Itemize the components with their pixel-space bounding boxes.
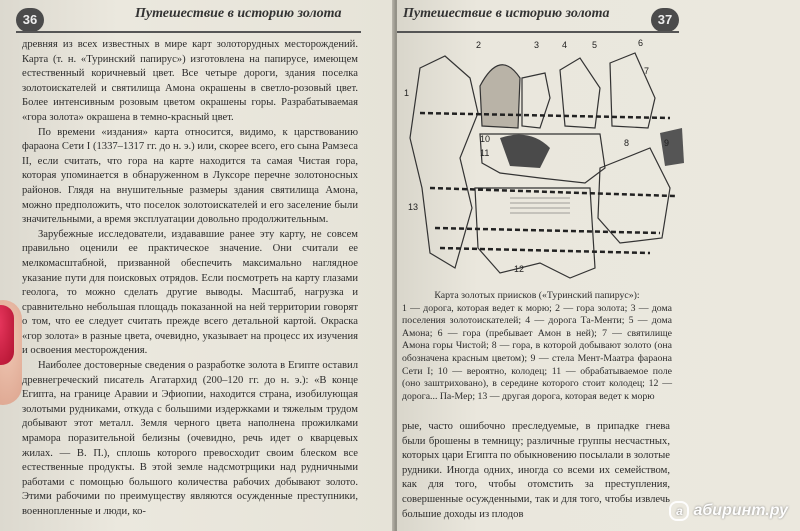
running-header-left: Путешествие в историю золота (135, 6, 342, 21)
paragraph: древняя из всех известных в мире карт золоторудных месторождений. Карта (т. н. «Туринский папирус») изготовлена на папирусе, имеющем естественный коричневый цвет. Все четыре дороги, здания поселка золотоискателей и святилища Амона окрашены в светло-розовый цвет. Более интенсивным розовым цветом окрашены горы. Разрабатываемая «гора золота» окрашена в темно-красный цвет. (22, 39, 358, 123)
watermark-text: абиринт.ру (693, 502, 788, 520)
road-line (440, 248, 650, 253)
map-label: 13 (408, 202, 419, 212)
map-label: 9 (664, 138, 670, 148)
map-fragment (410, 56, 478, 268)
paragraph: Наиболее достоверные сведения о разработке золота в Египте оставил древнегреческий писатель Агатархид (200–120 гг. до н. э.): «В конце Египта, на границе Аравии и Эфиопии, находится страна, изобилующая золотыми рудниками, откуда с большими издержками и тяжелым трудом добывают этот металл. Земля черного цвета наполнена прожилками мрамора поразительной белизны (очевидно, речь идет о кварцевых жилах. — В. П.), сплошь которого превосходит своим блеском все естественные продукты. В этой земле надсмотрщики над рудничными работами с помощью большого количества рабочих добывают золото. Этими рабочими по преимуществу являются осужденные преступники, военнопленные и люди, ко- (22, 360, 358, 517)
left-body-text (22, 38, 358, 520)
watermark (669, 501, 788, 521)
running-header-right: Путешествие в историю золота (403, 6, 610, 21)
map-label: 12 (514, 264, 525, 274)
left-page (0, 0, 395, 531)
map-caption (402, 290, 672, 403)
map-label: 8 (624, 138, 630, 148)
header-rule-left (16, 31, 361, 33)
map-label: 10 (480, 134, 491, 144)
page-number-left: 36 (16, 8, 44, 32)
finger-nail (0, 305, 14, 365)
map-fragment (560, 58, 600, 128)
road-line (435, 228, 660, 233)
header-rule-right (397, 31, 679, 33)
map-fragment (522, 73, 550, 128)
map-label: 2 (476, 40, 482, 50)
map-fragment (475, 188, 595, 278)
paragraph: рые, часто ошибочно преследуемые, в припадке гнева были брошены в темницу; различные группы несчастных, которых цари Египта по обыкновению посылали в золотые рудники. Иногда одних, иногда со всеми их семейством, как для того, чтобы отомстить за преступления, совершенные осужденными, так и для того, чтобы извлечь большие доходы из плодов (402, 421, 670, 520)
map-label: 7 (644, 66, 650, 76)
map-label: 4 (562, 40, 568, 50)
caption-title: Карта золотых приисков («Туринский папирус»): (434, 290, 640, 301)
map-label: 6 (638, 38, 644, 48)
paragraph: По времени «издания» карта относится, видимо, к царствованию фараона Сети I (1337–1317 гг. до н. э.) или, скорее всего, его сына Рамзеса II, если считать, что гора на карте находится та самая Чистая гора, которая упоминается в обнаруженном в Луксоре перечне золотоносных районов. Глядя на внушительные размеры здания святилища Амона, можно предположить, что поселок золотоискателей и его заселение были значительными, а время эксплуатации довольно продолжительным. (22, 126, 358, 226)
map-label: 1 (404, 88, 410, 98)
map-label: 5 (592, 40, 598, 50)
page-number-right: 37 (651, 8, 679, 32)
map-label: 3 (534, 40, 540, 50)
paragraph: Зарубежные исследователи, издававшие ранее эту карту, не совсем правильно оценили ее практическое значение. Они считали ее мелкомасштабной, призванной обеспечить максимально наглядное указание пути для поисковых отрядов. Если посмотреть на карту глазами геолога, то можно сделать другие выводы. Масштаб, нагрузка и сравнительно небольшая площадь показанной на ней территории говорят о том, что ее следует считать прежде всего детальной картой. Окраска «гор золота» в разные цвета, очевидно, указывает на процесс их изучения и освоения месторождения. (22, 228, 358, 357)
labirint-logo-icon: a (669, 501, 689, 521)
road-line (430, 188, 675, 196)
map-label: 11 (480, 148, 490, 158)
turin-papyrus-map (400, 38, 688, 288)
map-fragment (480, 65, 520, 128)
gold-mountain-dark (500, 135, 550, 168)
right-body-text (402, 420, 670, 522)
caption-body: 1 — дорога, которая ведет к морю; 2 — гора золота; 3 — дома поселения золотоискателей; 4 — дорога Та-Менти; 5 — дома Амона; 6 — гора (пребывает Амон в ней); 7 — святилище Амона горы Чистой; 8 — гора, в которой добывают золото (она обозначена красным цветом); 9 — стела Мент-Маатра фараона Сети I; 10 — вероятно, колодец; 11 — обрабатываемое поле (оно заштриховано), в середине которого стоит колодец; 12 — дорога... Па-Мер; 13 — другая дорога, которая ведет к морю (402, 302, 672, 402)
